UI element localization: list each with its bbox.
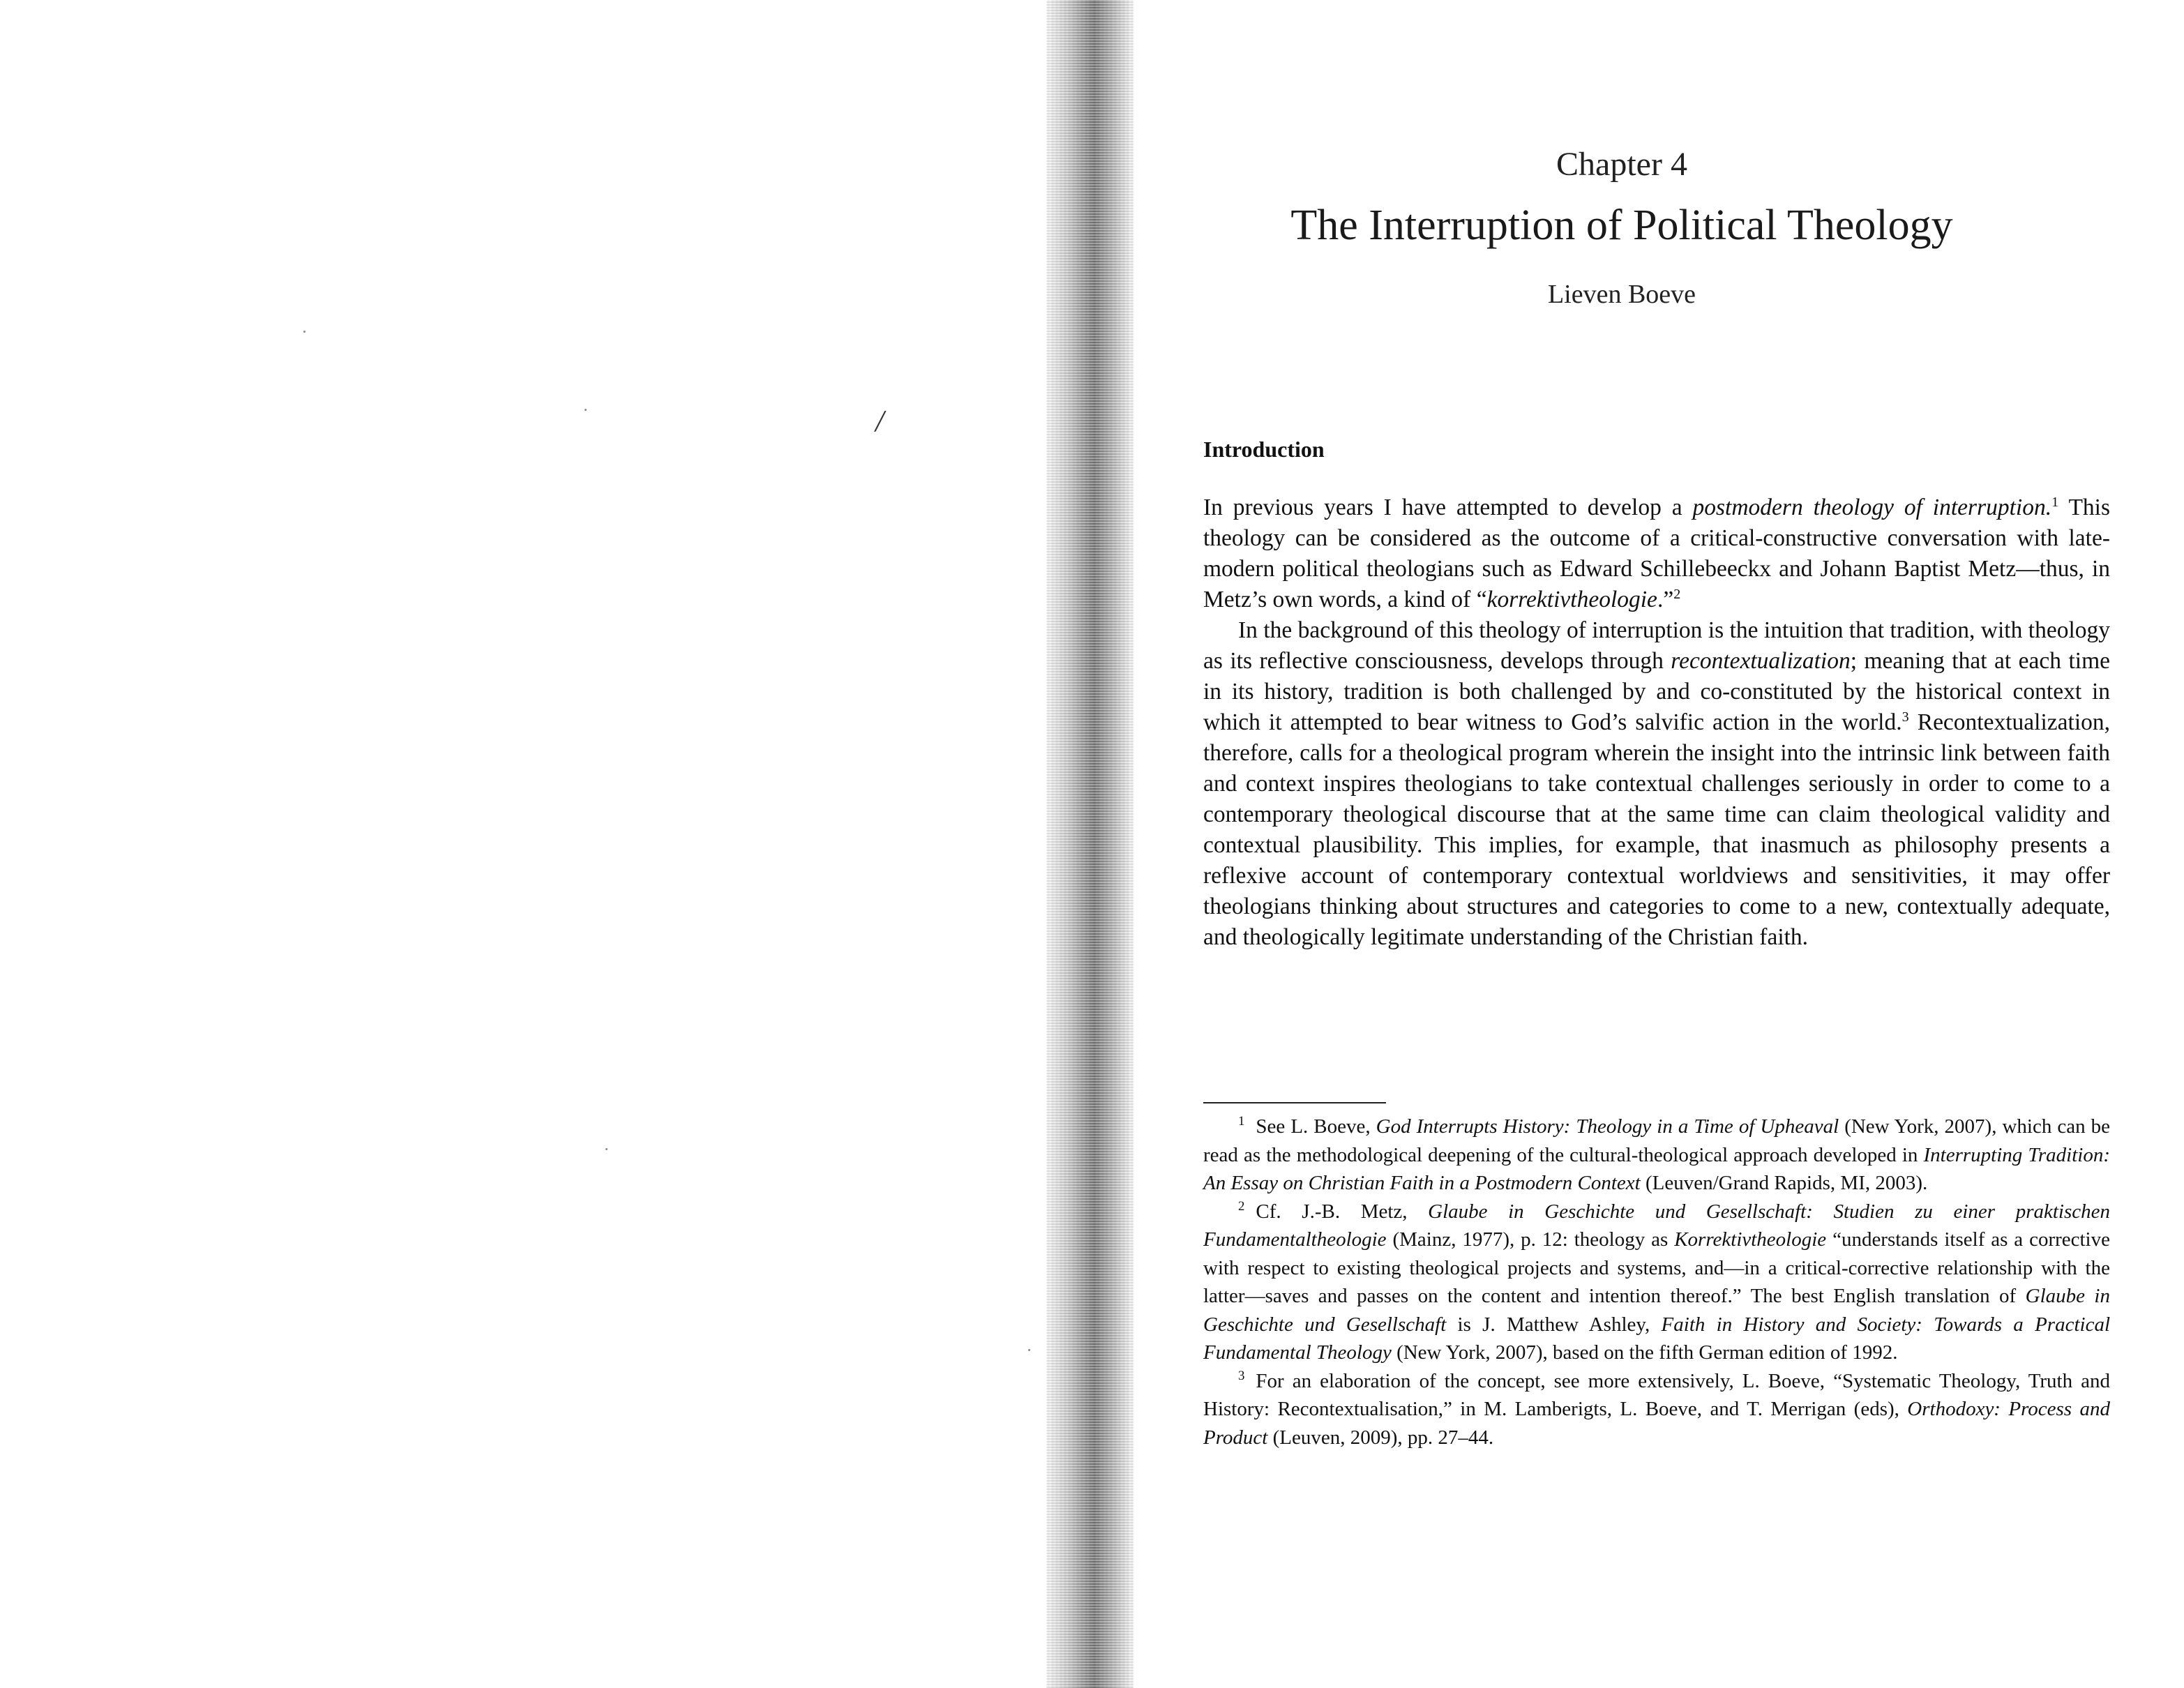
footnote-ref: 3 bbox=[1901, 709, 1909, 725]
footnotes bbox=[1203, 1113, 2110, 1452]
footnote-ref: 2 bbox=[1673, 586, 1681, 602]
chapter-title: The Interruption of Political Theology bbox=[1290, 202, 1953, 249]
footnote-3: $^3$ For an elaboration of the concept, see more extensively, L. Boeve, “Systematic Theology, Truth and History: Recontextualisation,” in M. Lamberigts, L. Boeve, and T. Merrigan (eds), Orthodoxy: Process and Product (Leuven, 2009), pp. 27–44. bbox=[1203, 1368, 2110, 1449]
footnote-1: $^1$ See L. Boeve, God Interrupts History: Theology in a Time of Upheaval (New York, 2007), which can be read as the methodological deepening of the cultural-theological approach developed in Interrupting Tradition: An Essay on Christian Faith in a Postmodern Context (Leuven/Grand Rapids, MI, 2003). bbox=[1203, 1114, 2111, 1194]
pencil-mark: / bbox=[875, 404, 884, 438]
chapter-label: Chapter 4 bbox=[1556, 146, 1687, 183]
paragraph-1: In previous years I have attempted to develop a postmodern theology of interruption.$^1$ This theology can be considered as the outcome of a critical-constructive conversation with late-modern political theologians such as Edward Schillebeeckx and Johann Baptist Metz—thus, in Metz’s own words, a kind of “korrektivtheologie.”$^2$ bbox=[1203, 494, 2111, 612]
speck bbox=[585, 409, 587, 411]
footnote-2: $^2$ Cf. J.-B. Metz, Glaube in Geschichte und Gesellschaft: Studien zu einer praktischen Fundamentaltheologie (Mainz, 1977), p. 12: theology as Korrektivtheologie “understands itself as a corrective with respect to existing theological projects and systems, and—in a critical-corrective relationship with the latter—saves and passes on the content and intention thereof.” The best English translation of Glaube in Geschichte und Gesellschaft is J. Matthew Ashley, Faith in History and Society: Towards a Practical Fundamental Theology (New York, 2007), based on the fifth German edition of 1992. bbox=[1203, 1198, 2110, 1364]
body-text bbox=[1203, 492, 2110, 953]
paragraph-2: In the background of this theology of interruption is the intuition that tradition, with theology as its reflective consciousness, develops through recontextualization; meaning that at each time in its history, tradition is both challenged by and co-constituted by the historical context in which it attempted to bear witness to God’s salvific action in the world.$^3$ Recontextualization, therefore, calls for a theological program wherein the insight into the intrinsic link between faith and context inspires theologians to take contextual challenges seriously in order to come to a contemporary theological discourse that at the same time can claim theological validity and contextual plausibility. This implies, for example, that inasmuch as philosophy presents a reflexive account of contemporary contextual worldviews and sensitivities, it may offer theologians thinking about structures and categories to come to a new, contextually adequate, and theologically legitimate understanding of the Christian faith. bbox=[1203, 617, 2111, 950]
speck bbox=[605, 1148, 608, 1150]
left-page bbox=[0, 0, 1053, 1688]
book-gutter bbox=[1046, 0, 1134, 1688]
footnote-ref: 1 bbox=[2051, 494, 2059, 510]
speck bbox=[1028, 1349, 1030, 1351]
right-page bbox=[1134, 0, 2184, 1688]
chapter-author: Lieven Boeve bbox=[1547, 280, 1696, 309]
footnote-rule bbox=[1203, 1102, 1386, 1103]
speck bbox=[303, 331, 306, 333]
section-heading: Introduction bbox=[1203, 437, 1325, 462]
